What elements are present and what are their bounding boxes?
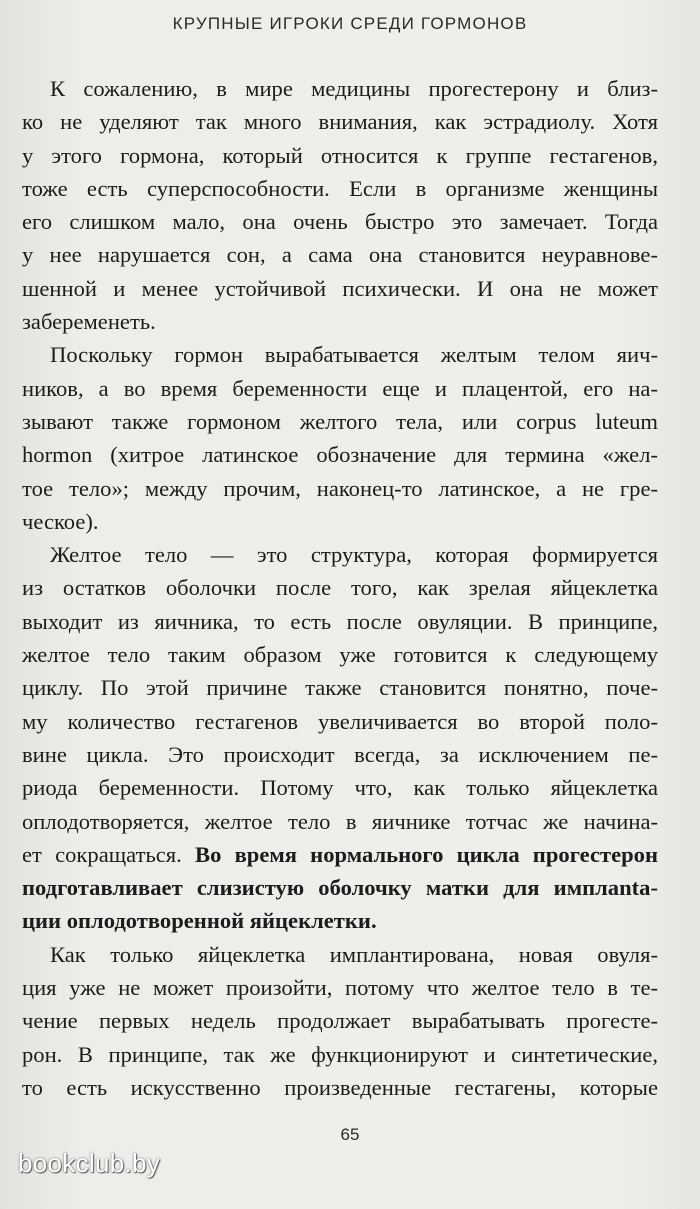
text-line: тое тело»; между прочим, наконец-то латинское, а не гре- <box>22 475 658 501</box>
text-line: чение первых недель продолжает вырабатывать прогесте- <box>22 1008 658 1034</box>
bold-text-line: ции оплодотворенной яйцеклетки. <box>22 908 377 934</box>
running-head: КРУПНЫЕ ИГРОКИ СРЕДИ ГОРМОНОВ <box>172 14 528 33</box>
text-line: циклу. По этой причине также становится понятно, поче- <box>22 675 658 701</box>
text-line: К сожалению, в мире медицины прогестерону и близ- <box>50 76 658 101</box>
text-line: тоже есть суперспособности. Если в организме женщины <box>22 175 658 201</box>
text-line: у этого гормона, который относится к группе гестагенов, <box>22 142 658 168</box>
watermark: bookclub.by <box>18 1148 161 1178</box>
bold-text-line: подготавливает слизистую оболочку матки для имплanta- <box>22 875 658 901</box>
text-line: Поскольку гормон вырабатывается желтым телом яич- <box>50 342 658 368</box>
text-line: его слишком мало, она очень быстро это замечает. Тогда <box>22 209 658 235</box>
text-line: Желтое тело — это структура, которая формируется <box>50 542 658 568</box>
text-line: забеременеть. <box>22 309 156 335</box>
paragraph-2 <box>22 338 658 538</box>
text-line: Как только яйцеклетка имплантирована, новая овуля- <box>50 941 658 967</box>
paragraph-3 <box>22 538 658 938</box>
page-number: 65 <box>340 1125 360 1144</box>
paragraph-4 <box>22 938 658 1104</box>
text-line: желтое тело таким образом уже готовится к следующему <box>22 642 658 668</box>
paragraph-1 <box>22 72 658 338</box>
text-line: ция уже не может произойти, потому что желтое тело в те- <box>22 975 658 1001</box>
regular-text: ет сокращаться. <box>22 841 196 867</box>
text-line: выходит из яичника, то есть после овуляции. В принципе, <box>22 608 658 634</box>
text-line: hormon (хитрое латинское обозначение для термина «жел- <box>22 442 658 468</box>
bold-text: Во время нормального цикла прогестерон <box>195 841 658 867</box>
text-line: ческое). <box>22 508 99 534</box>
text-line-mixed <box>22 838 658 871</box>
text-line: из остатков оболочки после того, как зрелая яйцеклетка <box>22 575 658 601</box>
text-line: рон. В принципе, так же функционируют и синтетические, <box>22 1041 658 1067</box>
text-line: то есть искусственно произведенные гестагены, которые <box>22 1074 658 1100</box>
text-line: му количество гестагенов увеличивается во второй поло- <box>22 708 658 734</box>
text-line: у нее нарушается сон, а сама она становится неуравнове- <box>22 242 658 268</box>
text-block <box>22 72 658 1104</box>
text-line: ко не уделяют так много внимания, как эстрадиолу. Хотя <box>22 109 658 135</box>
text-line: вине цикла. Это происходит всегда, за исключением пе- <box>22 741 658 767</box>
text-line: ников, а во время беременности еще и плацентой, его на- <box>22 375 658 401</box>
text-line: риода беременности. Потому что, как только яйцеклетка <box>22 775 658 801</box>
text-line: оплодотворяется, желтое тело в яичнике тотчас же начина- <box>22 808 658 834</box>
text-line: шенной и менее устойчивой психически. И она не может <box>22 275 658 301</box>
text-line: зывают также гормоном желтого тела, или corpus luteum <box>22 408 658 434</box>
